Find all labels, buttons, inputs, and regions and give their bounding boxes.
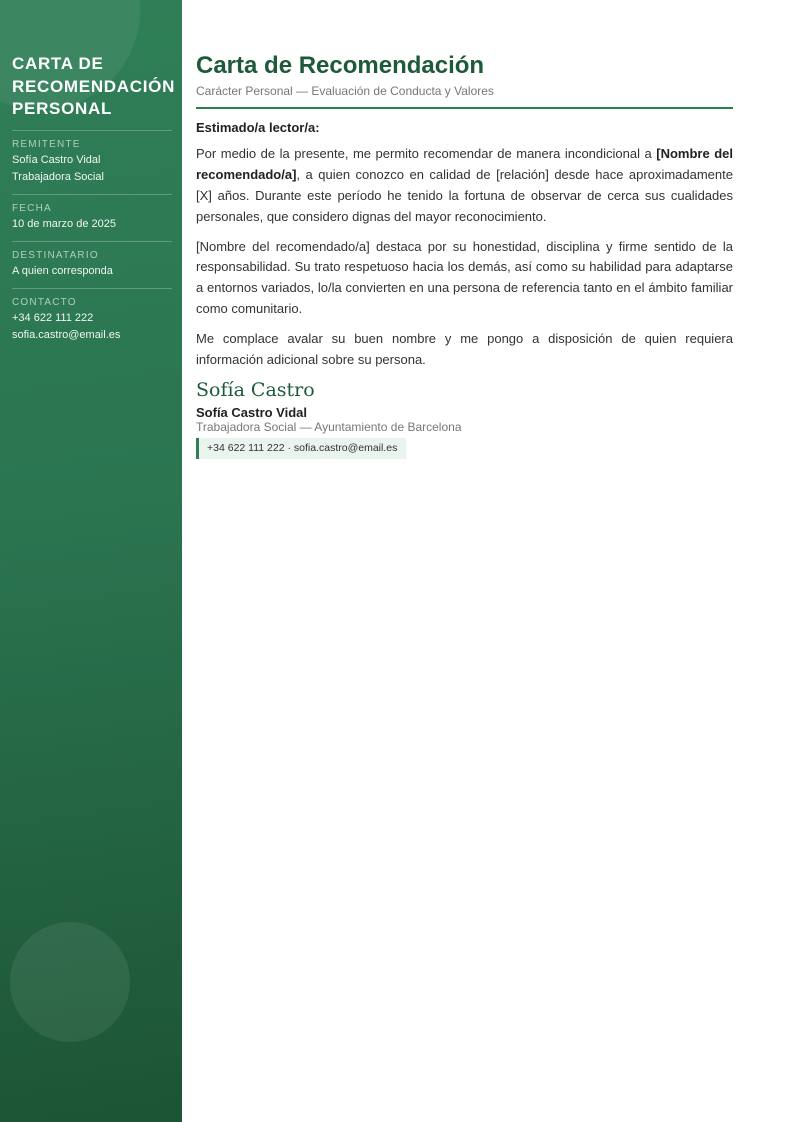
paragraph-intro-text-cont: , a quien conozco en calidad de [relación] desde hace aproximadamente [X] años. Durante este período he tenido la fortuna de observar de cerca sus cualidades personales, que considero dignas del mayor reconocimiento.: [196, 167, 733, 224]
greeting: Estimado/a lector/a:: [196, 119, 320, 135]
decorative-circle-bottom: [10, 922, 130, 1042]
signature-role: Trabajadora Social — Ayuntamiento de Barcelona: [196, 420, 462, 435]
date-value: 10 de marzo de 2025: [12, 218, 116, 230]
date-section: [12, 194, 172, 241]
recipient-label: DESTINATARIO: [12, 250, 99, 261]
signature-script: Sofía Castro: [196, 379, 315, 402]
signature-full-name: Sofía Castro Vidal: [196, 405, 308, 421]
sender-role: Trabajadora Social: [12, 171, 104, 183]
sidebar: [0, 0, 182, 1122]
recipient-value: A quien corresponda: [12, 265, 113, 277]
contact-section: [12, 288, 172, 352]
paragraph-intro-text: Por medio de la presente, me permito recomendar de manera incondicional a: [196, 146, 657, 162]
date-label: FECHA: [12, 203, 52, 214]
contact-label: CONTACTO: [12, 297, 77, 308]
contact-phone: +34 622 111 222: [12, 312, 94, 324]
page-title: Carta de Recomendación: [196, 52, 485, 79]
paragraph-closing: Me complace avalar su buen nombre y me pongo a disposición de quien requiera información adicional sobre su persona.: [196, 330, 733, 367]
paragraph-intro: [196, 144, 733, 227]
letter-body: [196, 0, 733, 459]
sidebar-title-line: CARTA DE: [12, 54, 104, 73]
recommended-name-placeholder: [Nombre del recomendado/a]: [196, 146, 734, 183]
paragraph-qualities: [Nombre del recomendado/a] destaca por su honestidad, disciplina y firme sentido de la responsabilidad. Su trato respetuoso hacia los demás, así como su habilidad para adaptarse a entornos variados, lo/la convierten en una persona de referencia tanto en el ámbito familiar como comunitario.: [196, 238, 733, 316]
sender-section: [12, 130, 172, 194]
sender-label: REMITENTE: [12, 139, 81, 150]
page-subtitle: Carácter Personal — Evaluación de Conducta y Valores: [196, 83, 494, 98]
sidebar-title-line: RECOMENDACIÓN: [12, 76, 176, 96]
sidebar-title-line: PERSONAL: [12, 99, 113, 118]
sidebar-title: [12, 53, 176, 121]
letter-header: [196, 52, 733, 109]
contact-email: sofia.castro@email.es: [12, 329, 121, 341]
sender-name: Sofía Castro Vidal: [12, 154, 101, 166]
recipient-section: [12, 241, 172, 288]
signature-contact-box: +34 622 111 222 · sofia.castro@email.es: [196, 438, 406, 459]
